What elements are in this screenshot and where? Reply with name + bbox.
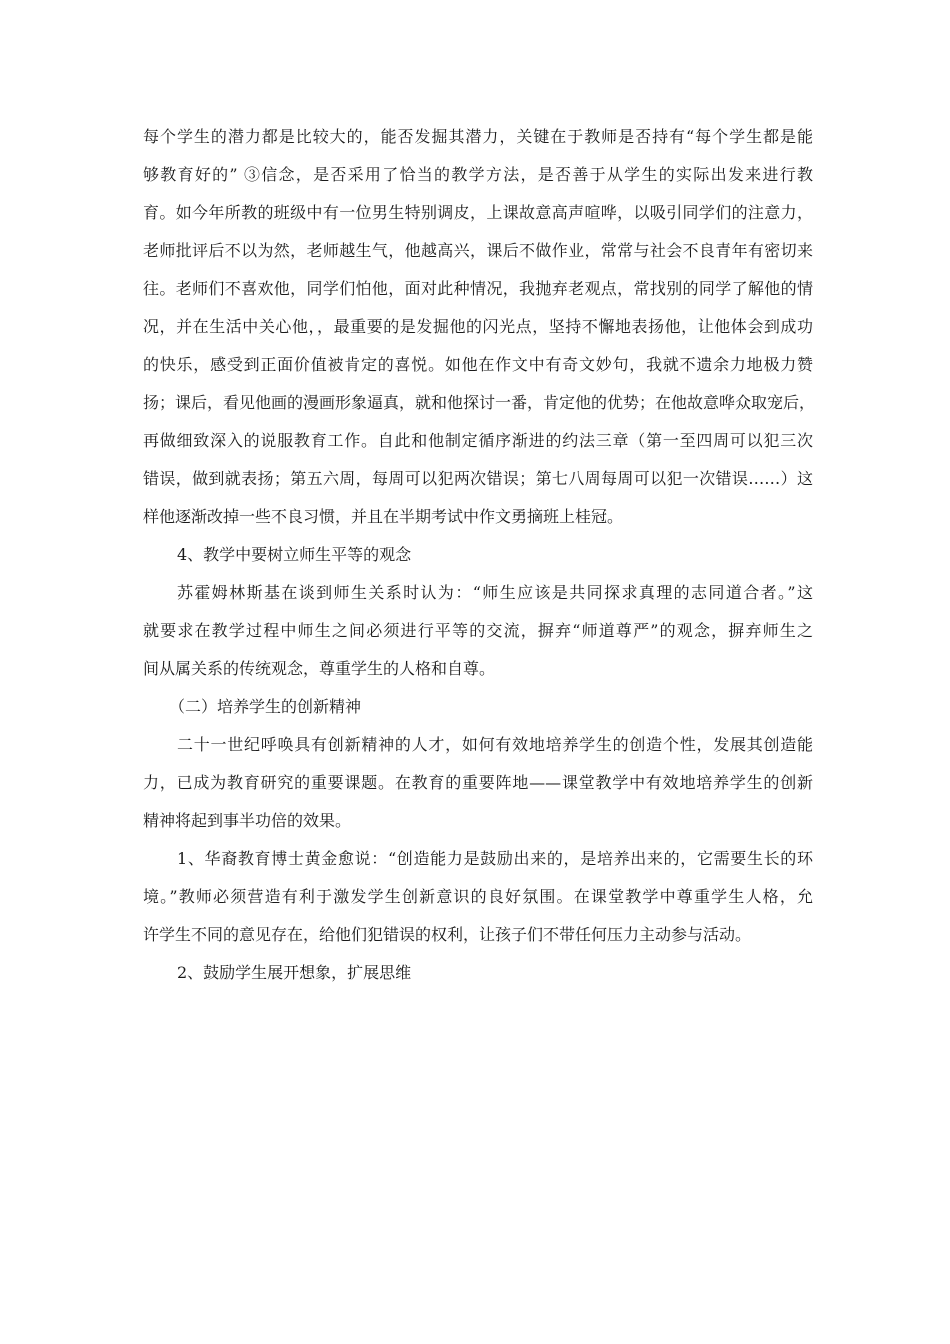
text-line: 二十一世纪呼唤具有创新精神的人才，如何有效地培养学生的创造个性，发展其创造能 xyxy=(177,735,813,754)
text-line: 况，并在生活中关心他，，最重要的是发掘他的闪光点，坚持不懈地表扬他，让他体会到成功 xyxy=(143,317,813,336)
text-line: 再做细致深入的说服教育工作。自此和他制定循序渐进的约法三章（第一至四周可以犯三次 xyxy=(143,431,813,450)
text-line: 境。”教师必须营造有利于激发学生创新意识的良好氛围。在课堂教学中尊重学生人格，允 xyxy=(143,887,813,906)
paragraph xyxy=(143,574,813,688)
text-line: 精神将起到事半功倍的效果。 xyxy=(143,811,352,830)
text-line: 1、华裔教育博士黄金愈说：“创造能力是鼓励出来的，是培养出来的，它需要生长的环 xyxy=(177,849,813,868)
text-line: 间从属关系的传统观念，尊重学生的人格和自尊。 xyxy=(143,659,496,678)
text-line: 力，已成为教育研究的重要课题。在教育的重要阵地——课堂教学中有效地培养学生的创新 xyxy=(143,773,813,792)
paragraph xyxy=(143,726,813,840)
text-line: 苏霍姆林斯基在谈到师生关系时认为：“师生应该是共同探求真理的志同道合者。”这 xyxy=(177,583,813,602)
subheading-imagination: 2、鼓励学生展开想象，扩展思维 xyxy=(177,963,412,982)
text-line: 许学生不同的意见存在，给他们犯错误的权利，让孩子们不带任何压力主动参与活动。 xyxy=(143,925,752,944)
text-line: 育。如今年所教的班级中有一位男生特别调皮，上课故意高声喧哗，以吸引同学们的注意力， xyxy=(143,203,813,222)
paragraph xyxy=(143,118,816,536)
document-body xyxy=(143,118,816,992)
text-line: 往。老师们不喜欢他，同学们怕他，面对此种情况，我抛弃老观点，常找别的同学了解他的情 xyxy=(143,279,813,298)
section-heading-innovation: （二）培养学生的创新精神 xyxy=(169,697,362,716)
text-line: 错误，做到就表扬；第五六周，每周可以犯两次错误；第七八周每周可以犯一次错误……）这 xyxy=(143,469,813,488)
text-line: 就要求在教学过程中师生之间必须进行平等的交流，摒弃“师道尊严”的观念，摒弃师生之 xyxy=(143,621,813,640)
text-line: 够教育好的” ③信念，是否采用了恰当的教学方法，是否善于从学生的实际出发来进行教 xyxy=(143,165,813,184)
subheading-teacher-student-equality: 4、教学中要树立师生平等的观念 xyxy=(177,545,412,564)
text-line: 的快乐，感受到正面价值被肯定的喜悦。如他在作文中有奇文妙句，我就不遗余力地极力赞 xyxy=(143,355,813,374)
text-line: 样他逐渐改掉一些不良习惯，并且在半期考试中作文勇摘班上桂冠。 xyxy=(143,507,624,526)
text-line: 扬；课后，看见他画的漫画形象逼真，就和他探讨一番，肯定他的优势；在他故意哗众取宠后， xyxy=(143,393,816,412)
text-line: 老师批评后不以为然，老师越生气，他越高兴，课后不做作业，常常与社会不良青年有密切来 xyxy=(143,241,813,260)
paragraph xyxy=(143,840,813,954)
text-line: 每个学生的潜力都是比较大的，能否发掘其潜力，关键在于教师是否持有“每个学生都是能 xyxy=(143,127,813,146)
